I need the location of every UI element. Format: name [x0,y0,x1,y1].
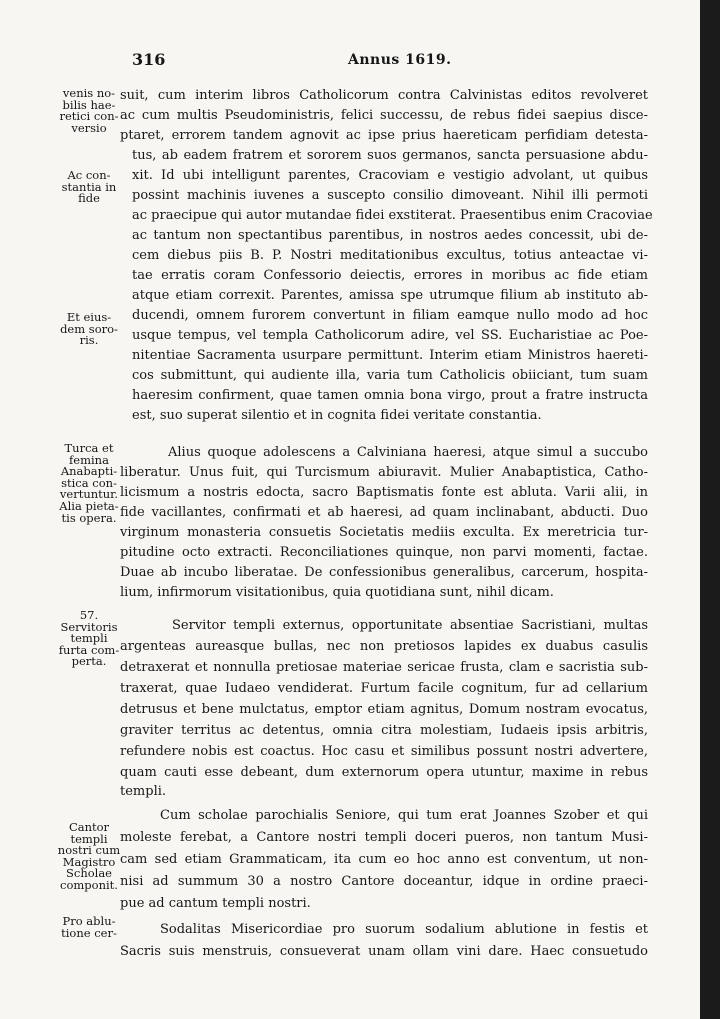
page-edge-shadow [700,0,720,1019]
text-line: possint machinis iuvenes a suscepto consilio dimoveant. Nihil illi permoti [132,188,648,203]
text-line: Sacris suis menstruis, consueverat unam ollam vini dare. Haec consuetudo [120,944,648,959]
text-line: ptaret, errorem tandem agnovit ac ipse prius haereticam perfidiam detesta- [120,128,648,143]
text-line: ac cum multis Pseudoministris, felici successu, de rebus fidei saepius disce- [120,108,648,123]
text-line: nitentiae Sacramenta usurpare permittunt. Interim etiam Ministros haereti- [132,348,648,363]
text-line: liberatur. Unus fuit, qui Turcismum abiuravit. Mulier Anabaptistica, Catho- [120,465,648,480]
text-line: cos submittunt, qui audiente illa, varia tum Catholicis obiiciant, tum suam [132,368,648,383]
text-line: haeresim confirment, quae tamen omnia bona virgo, prout a fratre instructa [132,388,648,403]
text-line: atque etiam correxit. Parentes, amissa spe utrumque filium ab instituto ab- [132,288,648,303]
text-line: lium, infirmorum visitationibus, quia quotidiana sunt, nihil dicam. [120,585,554,600]
text-line: Cum scholae parochialis Seniore, qui tum erat Joannes Szober et qui [160,808,648,823]
text-line: nisi ad summum 30 a nostro Cantore doceantur, idque in ordine praeci- [120,874,648,889]
text-line: pue ad cantum templi nostri. [120,896,311,911]
running-title: Annus 1619. [348,52,452,68]
text-line: detraxerat et nonnulla pretiosae materiae sericae frusta, clam e sacristia sub- [120,660,648,675]
text-line: xit. Id ubi intelligunt parentes, Cracoviam e vestigio advolant, ut quibus [132,168,648,183]
text-line: argenteas aureasque bullas, nec non pretiosos lapides ex duabus casulis [120,639,648,654]
margin-note: Ac con- stantia in fide [61,168,117,206]
text-line: Duae ab incubo liberatae. De confessionibus generalibus, carcerum, hospita- [120,565,648,580]
text-line: Sodalitas Misericordiae pro suorum sodalium ablutione in festis et [160,922,648,937]
text-line: est, suo superat silentio et in cognita fidei veritate constantia. [132,408,542,423]
text-line: graviter territus ac detentus, omnia citra molestiam, Iudaeis ipsis arbitris, [120,723,648,738]
text-line: cam sed etiam Grammaticam, ita cum eo hoc anno est conventum, ut non- [120,852,648,867]
margin-note: Pro ablu- tione cer- [61,914,117,940]
margin-note: venis no- bilis hae- retici con- versio [59,86,119,135]
text-line: Alius quoque adolescens a Calviniana haeresi, atque simul a succubo [168,445,648,460]
text-line: ducendi, omnem furorem convertunt in filiam eamque nullo modo ad hoc [132,308,648,323]
text-line: tus, ab eadem fratrem et sororem suos germanos, sancta persuasione abdu- [132,148,648,163]
text-line: pitudine octo extracti. Reconciliationes quinque, non parvi momenti, factae. [120,545,648,560]
margin-note: Cantor templi nostri cum Magistro Scholae componit. [57,820,121,892]
text-line: Servitor templi externus, opportunitate absentiae Sacristiani, multas [172,618,648,633]
text-line: detrusus et bene mulctatus, emptor etiam agnitus, Domum nostram evocatus, [120,702,648,717]
text-line: fide vacillantes, confirmati et ab haeresi, ad quam inclinabant, abducti. Duo [120,505,648,520]
text-line: cem diebus piis B. P. Nostri meditationibus excultus, totius anteactae vi- [132,248,648,263]
text-line: templi. [120,784,167,799]
text-line: ac tantum non spectantibus parentibus, in nostros aedes concessit, ubi de- [132,228,648,243]
text-line: traxerat, quae Iudaeo vendiderat. Furtum facile cognitum, fur ad cellarium [120,681,648,696]
margin-note: 57. Servitoris templi furta com- perta. [58,608,120,669]
text-line: virginum monasteria consuetis Societatis mediis exculta. Ex meretricia tur- [120,525,648,540]
page-number: 316 [132,50,166,69]
margin-note: Et eius- dem soro- ris. [60,310,118,348]
text-line: refundere nobis est coactus. Hoc casu et similibus possunt nostri advertere, [120,744,648,759]
text-line: suit, cum interim libros Catholicorum contra Calvinistas editos revolveret [120,88,648,103]
text-line: quam cauti esse debeant, dum externorum opera utuntur, maxime in rebus [120,765,648,780]
page-header [0,50,700,72]
text-line: tae erratis coram Confessorio deiectis, errores in moribus ac fide etiam [132,268,648,283]
text-line: ac praecipue qui autor mutandae fidei exstiterat. Praesentibus enim Cracoviae [132,208,653,223]
text-line: moleste ferebat, a Cantore nostri templi doceri pueros, non tantum Musi- [120,830,648,845]
text-line: usque tempus, vel templa Catholicorum adire, vel SS. Eucharistiae ac Poe- [132,328,648,343]
margin-note: Turca et femina Anabapti- stica con- vertuntur. Alia pieta- tis opera. [59,441,119,525]
text-line: licismum a nostris edocta, sacro Baptismatis fonte est abluta. Varii alii, in [120,485,648,500]
